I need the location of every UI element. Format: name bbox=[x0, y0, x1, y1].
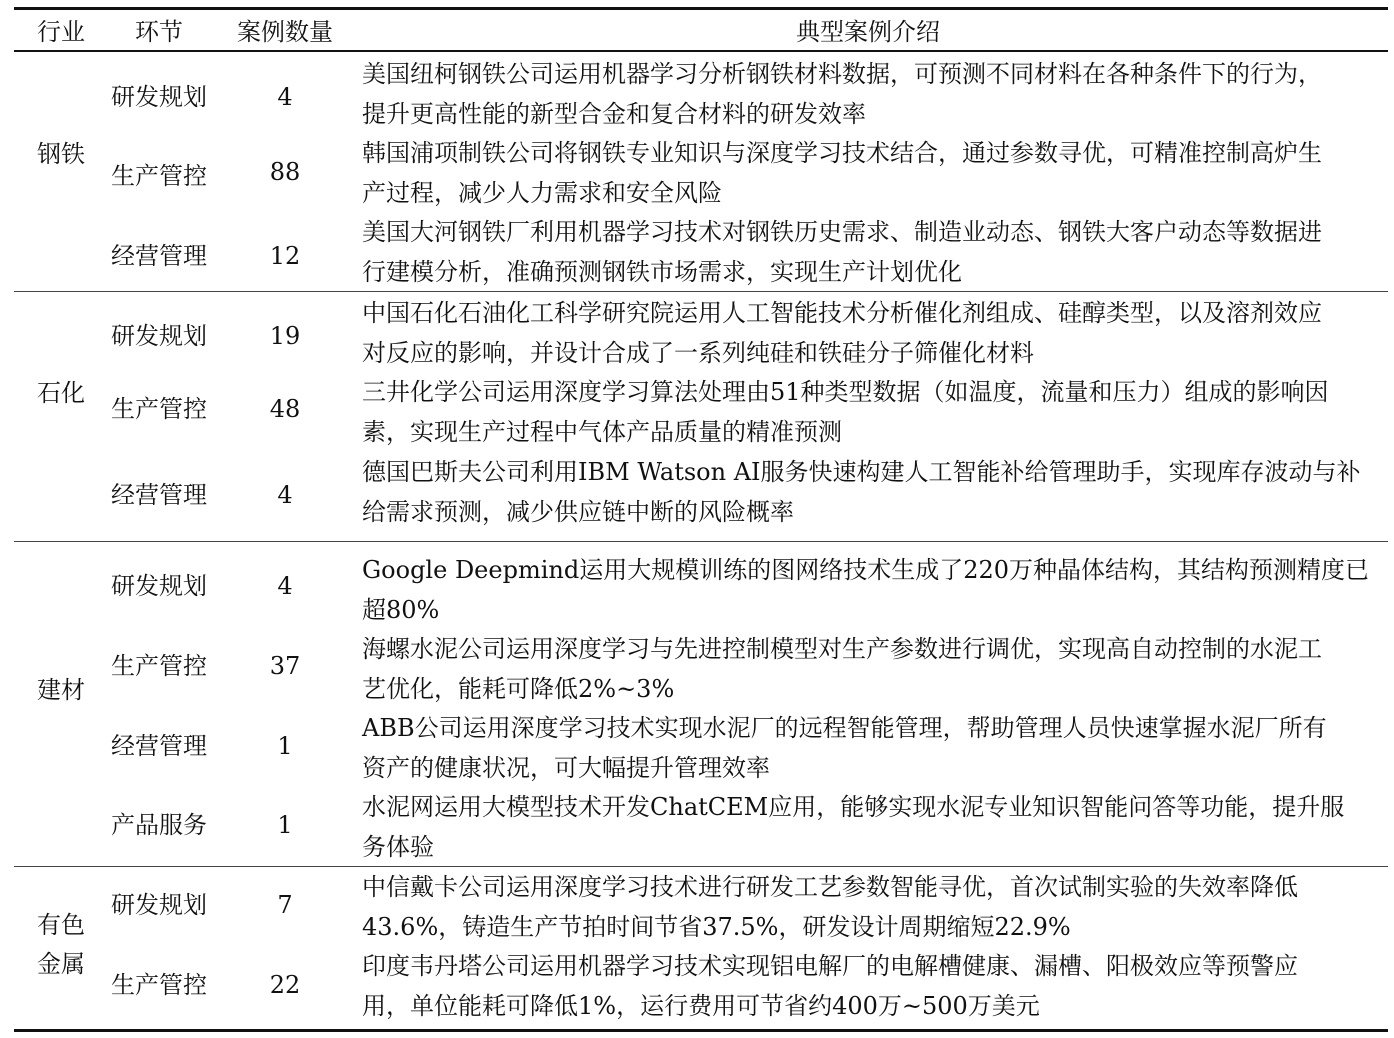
description-line: 务体验 bbox=[362, 832, 434, 861]
stage-cell: 研发规划 bbox=[111, 322, 207, 350]
description-cell bbox=[362, 294, 1382, 373]
description-line: 提升更高性能的新型合金和复合材料的研发效率 bbox=[362, 99, 866, 128]
count-cell: 22 bbox=[269, 971, 301, 999]
description-cell bbox=[362, 213, 1382, 292]
header-stage: 环节 bbox=[135, 18, 183, 46]
description-line: 美国纽柯钢铁公司运用机器学习分析钢铁材料数据，可预测不同材料在各种条件下的行为， bbox=[362, 60, 1322, 88]
industry-petrochemical: 石化 bbox=[37, 379, 85, 407]
description-cell bbox=[362, 788, 1382, 867]
industry-line: 有色 bbox=[37, 911, 85, 939]
count-cell: 1 bbox=[277, 811, 293, 839]
description-cell bbox=[362, 453, 1382, 532]
description-line: 海螺水泥公司运用深度学习与先进控制模型对生产参数进行调优，实现高自动控制的水泥工 bbox=[362, 635, 1322, 663]
description-line: 资产的健康状况，可大幅提升管理效率 bbox=[362, 753, 770, 782]
description-cell bbox=[362, 373, 1382, 452]
description-line: 三井化学公司运用深度学习算法处理由51种类型数据（如温度，流量和压力）组成的影响因 bbox=[362, 378, 1329, 406]
description-line: 美国大河钢铁厂利用机器学习技术对钢铁历史需求、制造业动态、钢铁大客户动态等数据进 bbox=[362, 218, 1322, 246]
description-line: 行建模分析，准确预测钢铁市场需求，实现生产计划优化 bbox=[362, 257, 962, 286]
industry-building-materials: 建材 bbox=[37, 676, 85, 704]
count-cell: 1 bbox=[277, 732, 293, 760]
stage-cell: 生产管控 bbox=[111, 162, 207, 190]
header-description: 典型案例介绍 bbox=[796, 18, 940, 46]
stage-cell: 生产管控 bbox=[111, 395, 207, 423]
section-rule bbox=[14, 866, 1388, 867]
description-cell bbox=[362, 947, 1382, 1026]
description-cell bbox=[362, 868, 1382, 947]
description-cell bbox=[362, 134, 1382, 213]
stage-cell: 研发规划 bbox=[111, 891, 207, 919]
description-line: 用，单位能耗可降低1%，运行费用可节省约400万~500万美元 bbox=[362, 991, 1040, 1020]
description-line: 印度韦丹塔公司运用机器学习技术实现铝电解厂的电解槽健康、漏槽、阳极效应等预警应 bbox=[362, 952, 1298, 980]
description-line: 艺优化，能耗可降低2%~3% bbox=[362, 674, 675, 703]
stage-cell: 经营管理 bbox=[111, 242, 207, 270]
count-cell: 4 bbox=[277, 572, 293, 600]
industry-steel: 钢铁 bbox=[37, 140, 85, 168]
description-line: 中国石化石油化工科学研究院运用人工智能技术分析催化剂组成、硅醇类型，以及溶剂效应 bbox=[362, 299, 1322, 327]
section-rule bbox=[14, 291, 1388, 292]
stage-cell: 研发规划 bbox=[111, 83, 207, 111]
section-rule bbox=[14, 541, 1388, 542]
description-line: ABB公司运用深度学习技术实现水泥厂的远程智能管理，帮助管理人员快速掌握水泥厂所有 bbox=[362, 714, 1327, 742]
stage-cell: 研发规划 bbox=[111, 572, 207, 600]
description-line: 中信戴卡公司运用深度学习技术进行研发工艺参数智能寻优，首次试制实验的失效率降低 bbox=[362, 873, 1298, 901]
stage-cell: 生产管控 bbox=[111, 971, 207, 999]
count-cell: 88 bbox=[269, 158, 301, 186]
description-cell bbox=[362, 630, 1382, 709]
description-cell bbox=[362, 551, 1382, 630]
stage-cell: 产品服务 bbox=[111, 811, 207, 839]
header-rule bbox=[14, 50, 1388, 52]
description-line: 超80% bbox=[362, 595, 440, 624]
description-line: 德国巴斯夫公司利用IBM Watson AI服务快速构建人工智能补给管理助手，实现库存波动与补 bbox=[362, 458, 1361, 486]
description-line: 给需求预测，减少供应链中断的风险概率 bbox=[362, 497, 794, 526]
description-line: 水泥网运用大模型技术开发ChatCEM应用，能够实现水泥专业知识智能问答等功能，提升服 bbox=[362, 793, 1345, 821]
header-count: 案例数量 bbox=[237, 18, 333, 46]
count-cell: 12 bbox=[269, 242, 301, 270]
description-line: 对反应的影响，并设计合成了一系列纯硅和铁硅分子筛催化材料 bbox=[362, 338, 1034, 367]
stage-cell: 经营管理 bbox=[111, 481, 207, 509]
industry-nonferrous-metals bbox=[14, 906, 108, 984]
industry-line: 金属 bbox=[37, 950, 85, 978]
description-line: 素，实现生产过程中气体产品质量的精准预测 bbox=[362, 417, 842, 446]
description-cell bbox=[362, 709, 1382, 788]
description-cell bbox=[362, 55, 1382, 134]
count-cell: 4 bbox=[277, 83, 293, 111]
count-cell: 48 bbox=[269, 395, 301, 423]
header-industry: 行业 bbox=[37, 18, 85, 46]
table-top-rule bbox=[14, 7, 1388, 10]
description-line: 43.6%，铸造生产节拍时间节省37.5%，研发设计周期缩短22.9% bbox=[362, 912, 1071, 941]
table-bottom-rule bbox=[14, 1029, 1388, 1032]
count-cell: 7 bbox=[277, 891, 293, 919]
description-line: 韩国浦项制铁公司将钢铁专业知识与深度学习技术结合，通过参数寻优，可精准控制高炉生 bbox=[362, 139, 1322, 167]
stage-cell: 生产管控 bbox=[111, 652, 207, 680]
count-cell: 4 bbox=[277, 481, 293, 509]
count-cell: 19 bbox=[269, 322, 301, 350]
stage-cell: 经营管理 bbox=[111, 732, 207, 760]
count-cell: 37 bbox=[269, 652, 301, 680]
description-line: Google Deepmind运用大规模训练的图网络技术生成了220万种晶体结构，其结构预测精度已 bbox=[362, 556, 1370, 584]
description-line: 产过程，减少人力需求和安全风险 bbox=[362, 178, 722, 207]
